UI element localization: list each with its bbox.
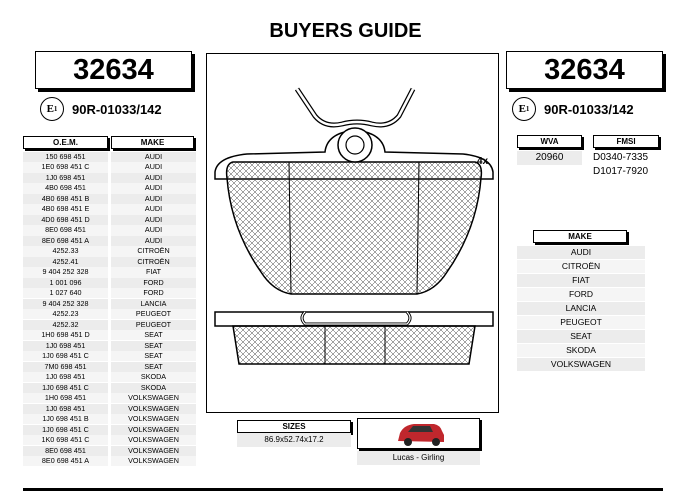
oem-table [23,152,196,467]
oem-row [23,288,196,298]
oem-row [23,341,196,351]
oem-number: 1E0 698 451 C [23,162,108,172]
oem-number: 7M0 698 451 [23,362,108,372]
certification-number: 90R-01033/142 [72,101,162,117]
make-list [517,246,645,372]
oem-make: VOLKSWAGEN [111,435,196,445]
oem-number: 1J0 698 451 C [23,425,108,435]
oem-make: CITROËN [111,257,196,267]
make-list-item: SKODA [517,344,645,357]
oem-column-header: O.E.M. [23,136,108,149]
oem-make: AUDI [111,236,196,246]
oem-make: VOLKSWAGEN [111,393,196,403]
oem-make: SEAT [111,341,196,351]
oem-make: AUDI [111,173,196,183]
oem-make: AUDI [111,215,196,225]
oem-number: 1J0 698 451 [23,341,108,351]
bottom-divider [23,488,663,491]
oem-make: VOLKSWAGEN [111,446,196,456]
oem-number: 4B0 698 451 [23,183,108,193]
oem-number: 1H0 698 451 [23,393,108,403]
oem-make: VOLKSWAGEN [111,456,196,466]
oem-make: FORD [111,278,196,288]
oem-row [23,404,196,414]
brand-label: Lucas - Girling [357,451,480,465]
oem-row [23,183,196,193]
oem-number: 8E0 698 451 [23,446,108,456]
oem-number: 9 404 252 328 [23,299,108,309]
oem-make: AUDI [111,194,196,204]
oem-number: 1J0 698 451 C [23,351,108,361]
quantity-label: 4x [477,156,489,167]
oem-row [23,393,196,403]
fmsi-value: D1017-7920 [593,166,649,177]
fmsi-header: FMSI [593,135,659,148]
oem-row [23,215,196,225]
oem-row [23,309,196,319]
fmsi-value: D0340-7335 [593,152,649,163]
oem-row [23,435,196,445]
oem-row [23,162,196,172]
brake-pad-drawing [206,53,499,413]
brake-pad-diagram [207,54,497,411]
friction-material [227,162,482,294]
oem-make: AUDI [111,152,196,162]
oem-number: 4252.41 [23,257,108,267]
oem-number: 1J0 698 451 [23,372,108,382]
make-list-item: CITROËN [517,260,645,273]
certification-right [512,96,634,122]
sizes-value: 86.9x52.74x17.2 [237,433,351,447]
fmsi-values [593,151,659,179]
make-list-item: FIAT [517,274,645,287]
oem-row [23,320,196,330]
make-column-header: MAKE [111,136,194,149]
oem-make: SKODA [111,372,196,382]
oem-row [23,372,196,382]
oem-row [23,225,196,235]
oem-make: AUDI [111,204,196,214]
make-list-item: SEAT [517,330,645,343]
wva-header: WVA [517,135,582,148]
oem-make: VOLKSWAGEN [111,414,196,424]
page-title: BUYERS GUIDE [269,20,422,42]
make-list-item: VOLKSWAGEN [517,358,645,371]
oem-make: SEAT [111,351,196,361]
oem-number: 4252.23 [23,309,108,319]
oem-row [23,267,196,277]
oem-make: AUDI [111,183,196,193]
ece-mark-icon: E 1 [512,97,536,121]
oem-make: SKODA [111,383,196,393]
oem-number: 1J0 698 451 [23,173,108,183]
oem-make: AUDI [111,162,196,172]
oem-number: 4252.33 [23,246,108,256]
oem-row [23,383,196,393]
oem-row [23,173,196,183]
side-view-friction [233,326,475,364]
oem-number: 4D0 698 451 D [23,215,108,225]
part-number-left: 32634 [35,51,192,89]
ece-mark-icon: E 1 [40,97,64,121]
oem-row [23,425,196,435]
oem-make: VOLKSWAGEN [111,425,196,435]
oem-make: FIAT [111,267,196,277]
oem-number: 1J0 698 451 B [23,414,108,424]
oem-make: FORD [111,288,196,298]
oem-number: 9 404 252 328 [23,267,108,277]
wva-value: 20960 [517,151,582,165]
oem-row [23,299,196,309]
oem-row [23,204,196,214]
oem-make: SEAT [111,330,196,340]
make-list-item: AUDI [517,246,645,259]
oem-number: 1J0 698 451 C [23,383,108,393]
oem-make: LANCIA [111,299,196,309]
oem-row [23,351,196,361]
oem-row [23,236,196,246]
oem-number: 8E0 698 451 A [23,456,108,466]
make-list-item: LANCIA [517,302,645,315]
oem-row [23,278,196,288]
oem-make: PEUGEOT [111,320,196,330]
oem-make: AUDI [111,225,196,235]
oem-number: 4B0 698 451 E [23,204,108,214]
oem-row [23,414,196,424]
oem-make: PEUGEOT [111,309,196,319]
oem-number: 1H0 698 451 D [23,330,108,340]
oem-number: 1K0 698 451 C [23,435,108,445]
oem-make: SEAT [111,362,196,372]
oem-row [23,446,196,456]
oem-make: VOLKSWAGEN [111,404,196,414]
oem-row [23,330,196,340]
oem-number: 8E0 698 451 [23,225,108,235]
oem-row [23,194,196,204]
sizes-header: SIZES [237,420,351,433]
oem-make: CITROËN [111,246,196,256]
oem-row [23,257,196,267]
oem-number: 150 698 451 [23,152,108,162]
oem-row [23,456,196,466]
oem-number: 1 001 096 [23,278,108,288]
make-list-item: PEUGEOT [517,316,645,329]
oem-row [23,152,196,162]
part-number-right: 32634 [506,51,663,89]
oem-number: 4B0 698 451 B [23,194,108,204]
oem-row [23,362,196,372]
oem-number: 1 027 640 [23,288,108,298]
certification-number: 90R-01033/142 [544,101,634,117]
oem-row [23,246,196,256]
vehicle-image [357,418,480,449]
oem-number: 8E0 698 451 A [23,236,108,246]
make-list-item: FORD [517,288,645,301]
car-icon [358,419,479,448]
oem-number: 4252.32 [23,320,108,330]
certification-left [40,96,162,122]
make-list-header: MAKE [533,230,627,243]
oem-number: 1J0 698 451 [23,404,108,414]
